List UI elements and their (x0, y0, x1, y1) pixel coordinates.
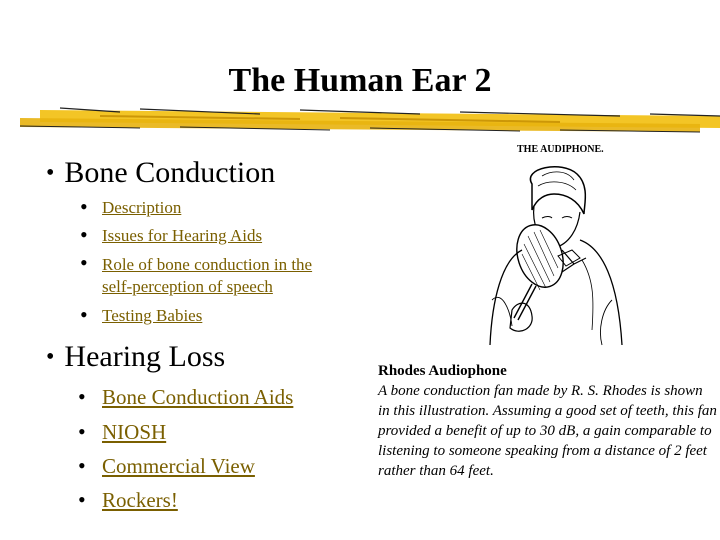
list-item[interactable] (80, 194, 182, 219)
caption-body: A bone conduction fan made by R. S. Rhodes is shown in this illustration. Assuming a good set of teeth, this fan provided a benefit of up to 30 dB, a gain comparable to listening to someone speaking from a distance of 2 feet rather than 64 feet. (378, 383, 717, 479)
link-niosh[interactable]: NIOSH (102, 419, 167, 444)
bullet-icon: • (78, 487, 86, 512)
list-item[interactable] (80, 222, 263, 247)
bullet-icon: • (78, 453, 86, 478)
bullet-icon: • (46, 159, 55, 186)
caption-title: Rhodes Audiophone (378, 363, 507, 379)
list-item[interactable] (78, 419, 166, 445)
illustration-label: THE AUDIPHONE. (517, 144, 604, 155)
link-self-perception-speech[interactable]: Role of bone conduction in the self-perception of speech (102, 255, 313, 296)
audiphone-illustration (462, 140, 632, 350)
link-issues-hearing-aids[interactable]: Issues for Hearing Aids (102, 226, 263, 245)
list-item[interactable] (78, 487, 178, 513)
bone-conduction-heading: • Bone Conduction (46, 156, 276, 189)
slide-title: The Human Ear 2 (228, 62, 492, 99)
illustration-caption (378, 361, 718, 481)
bullet-icon: • (80, 222, 88, 247)
list-item[interactable] (80, 302, 203, 327)
bullet-icon: • (80, 250, 88, 275)
hearing-loss-heading: • Hearing Loss (46, 340, 226, 373)
link-description[interactable]: Description (102, 198, 182, 217)
bullet-icon: • (80, 194, 88, 219)
bullet-icon: • (46, 343, 55, 370)
list-item[interactable] (80, 250, 342, 298)
link-testing-babies[interactable]: Testing Babies (102, 306, 203, 325)
bullet-icon: • (78, 384, 86, 409)
title-underline-brush (0, 100, 720, 140)
bullet-icon: • (80, 302, 88, 327)
link-commercial-view[interactable]: Commercial View (102, 453, 255, 478)
bullet-icon: • (78, 419, 86, 444)
list-item[interactable] (78, 384, 293, 410)
link-rockers[interactable]: Rockers! (102, 487, 178, 512)
link-bone-conduction-aids[interactable]: Bone Conduction Aids (102, 384, 294, 409)
list-item[interactable] (78, 453, 255, 479)
